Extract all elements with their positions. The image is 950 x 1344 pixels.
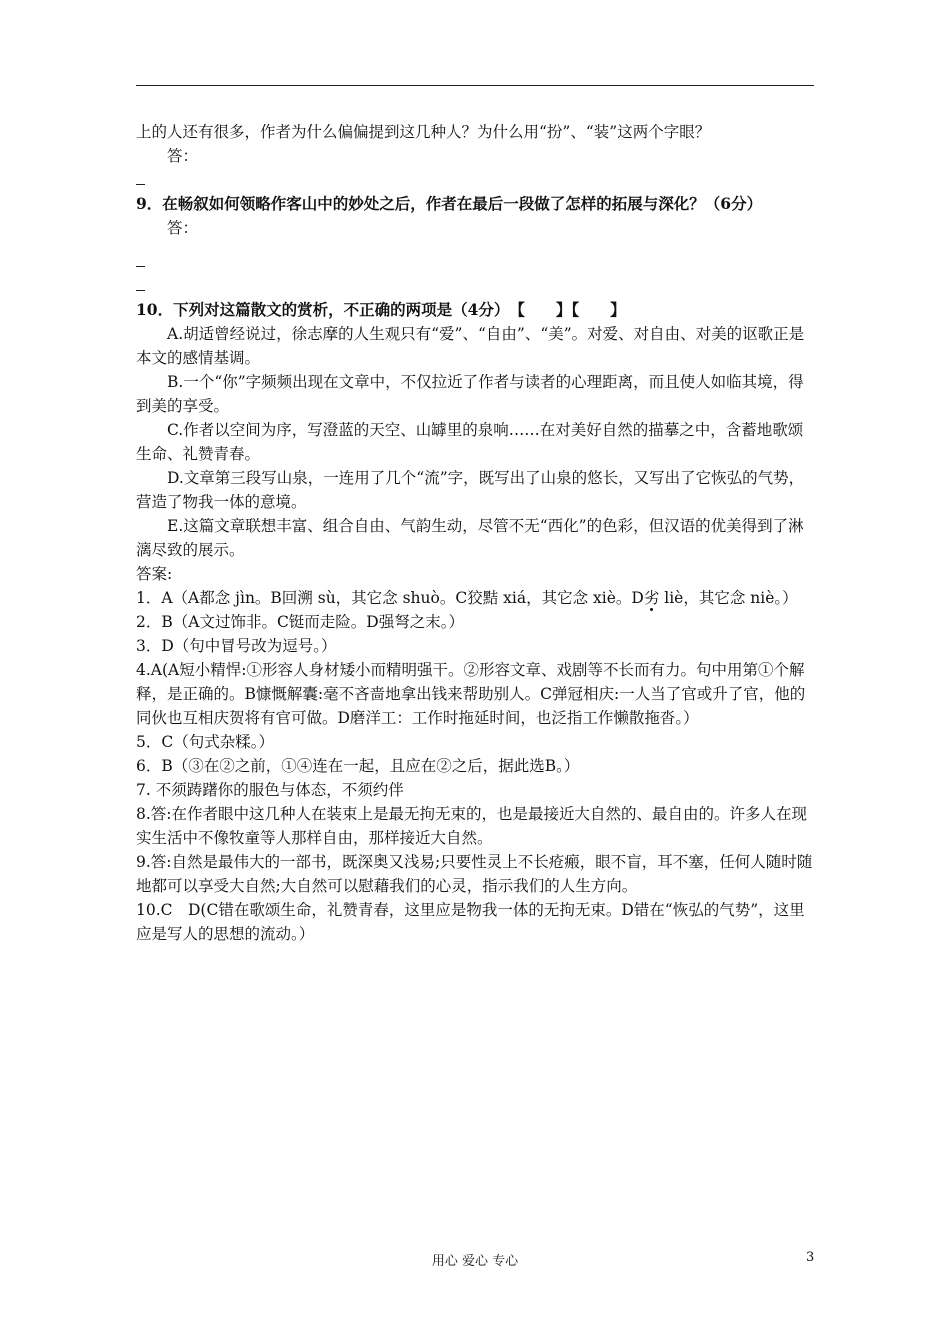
answer-blank-q8	[136, 168, 816, 192]
answer-1	[136, 586, 816, 610]
answer-5: 5．C（句式杂糅。）	[136, 733, 274, 751]
question-10-stem: 10．下列对这篇散文的赏析，不正确的两项是（4分） 【 】【 】	[136, 300, 626, 319]
answer-blank-q9	[136, 250, 816, 274]
question-8-tail: 上的人还有很多，作者为什么偏偏提到这几种人？为什么用“扮”、“装”这两个字眼？	[136, 123, 711, 141]
document-body	[136, 120, 816, 946]
footer-motto: 用心 爱心 专心	[431, 1254, 519, 1269]
answer-1-dotted-char: 劣	[643, 589, 660, 607]
blank-mark	[136, 170, 145, 185]
answer-blank-q9b	[136, 274, 816, 298]
answer-9: 9.答:自然是最伟大的一部书，既深奥又浅易;只要性灵上不长疮瘢，眼不盲，耳不塞，任何人随时随地都可以享受大自然;大自然可以慰藉我们的心灵，指示我们的人生方向。	[136, 853, 813, 895]
answer-1-post: liè，其它念 niè。）	[659, 589, 798, 607]
page-number: 3	[806, 1250, 815, 1265]
q10-option-b: B.一个“你”字频频出现在文章中，不仅拉近了作者与读者的心理距离，而且使人如临其境，得到美的享受。	[136, 373, 804, 415]
answer-1-pre: 1．A（A都念 jìn。B回溯 sù，其它念 shuò。C狡黠 xiá，其它念 xiè。D	[136, 589, 644, 607]
answer-10: 10.C D(C错在歌颂生命，礼赞青春，这里应是物我一体的无拘无束。D错在“恢弘的气势”，这里应是写人的思想的流动。）	[136, 901, 805, 943]
header-rule	[136, 85, 814, 86]
q10-option-c: C.作者以空间为序，写澄蓝的天空、山罅里的泉响……在对美好自然的描摹之中，含蓄地歌颂生命、礼赞青春。	[136, 421, 804, 463]
blank-mark	[136, 252, 145, 267]
answer-prompt-q8: 答：	[167, 147, 199, 165]
q10-option-d: D.文章第三段写山泉，一连用了几个“流”字，既写出了山泉的悠长，又写出了它恢弘的气势，营造了物我一体的意境。	[136, 469, 805, 511]
answer-2: 2．B（A文过饰非。C铤而走险。D强弩之末。）	[136, 613, 464, 631]
blank-mark	[136, 276, 145, 291]
answer-8: 8.答:在作者眼中这几种人在装束上是最无拘无束的，也是最接近大自然的、最自由的。许多人在现实生活中不像牧童等人那样自由，那样接近大自然。	[136, 805, 808, 847]
answer-7: 7. 不须踌躇你的服色与体态，不须约伴	[136, 781, 404, 799]
question-9: 9．在畅叙如何领略作客山中的妙处之后，作者在最后一段做了怎样的拓展与深化？（6分）	[136, 194, 763, 213]
answer-prompt-q9: 答：	[167, 219, 199, 237]
q10-option-a: A.胡适曾经说过，徐志摩的人生观只有“爱”、“自由”、“美”。对爱、对自由、对美的讴歌正是本文的感情基调。	[136, 325, 805, 367]
answer-3: 3．D（句中冒号改为逗号。）	[136, 637, 337, 655]
q10-option-e: E.这篇文章联想丰富、组合自由、气韵生动，尽管不无“西化”的色彩，但汉语的优美得到了淋漓尽致的展示。	[136, 517, 804, 559]
answer-6: 6．B（③在②之前，①④连在一起，且应在②之后，据此选B。）	[136, 757, 580, 775]
answers-heading: 答案:	[136, 565, 173, 583]
answer-4: 4.A(A短小精悍:①形容人身材矮小而精明强干。②形容文章、戏剧等不长而有力。句中用第①个解释，是正确的。B慷慨解囊:毫不吝啬地拿出钱来帮助别人。C弹冠相庆:一人当了官或升了官，他的同伙也互相庆贺将有官可做。D磨洋工：工作时拖延时间，也泛指工作懒散拖沓。）	[136, 661, 806, 727]
